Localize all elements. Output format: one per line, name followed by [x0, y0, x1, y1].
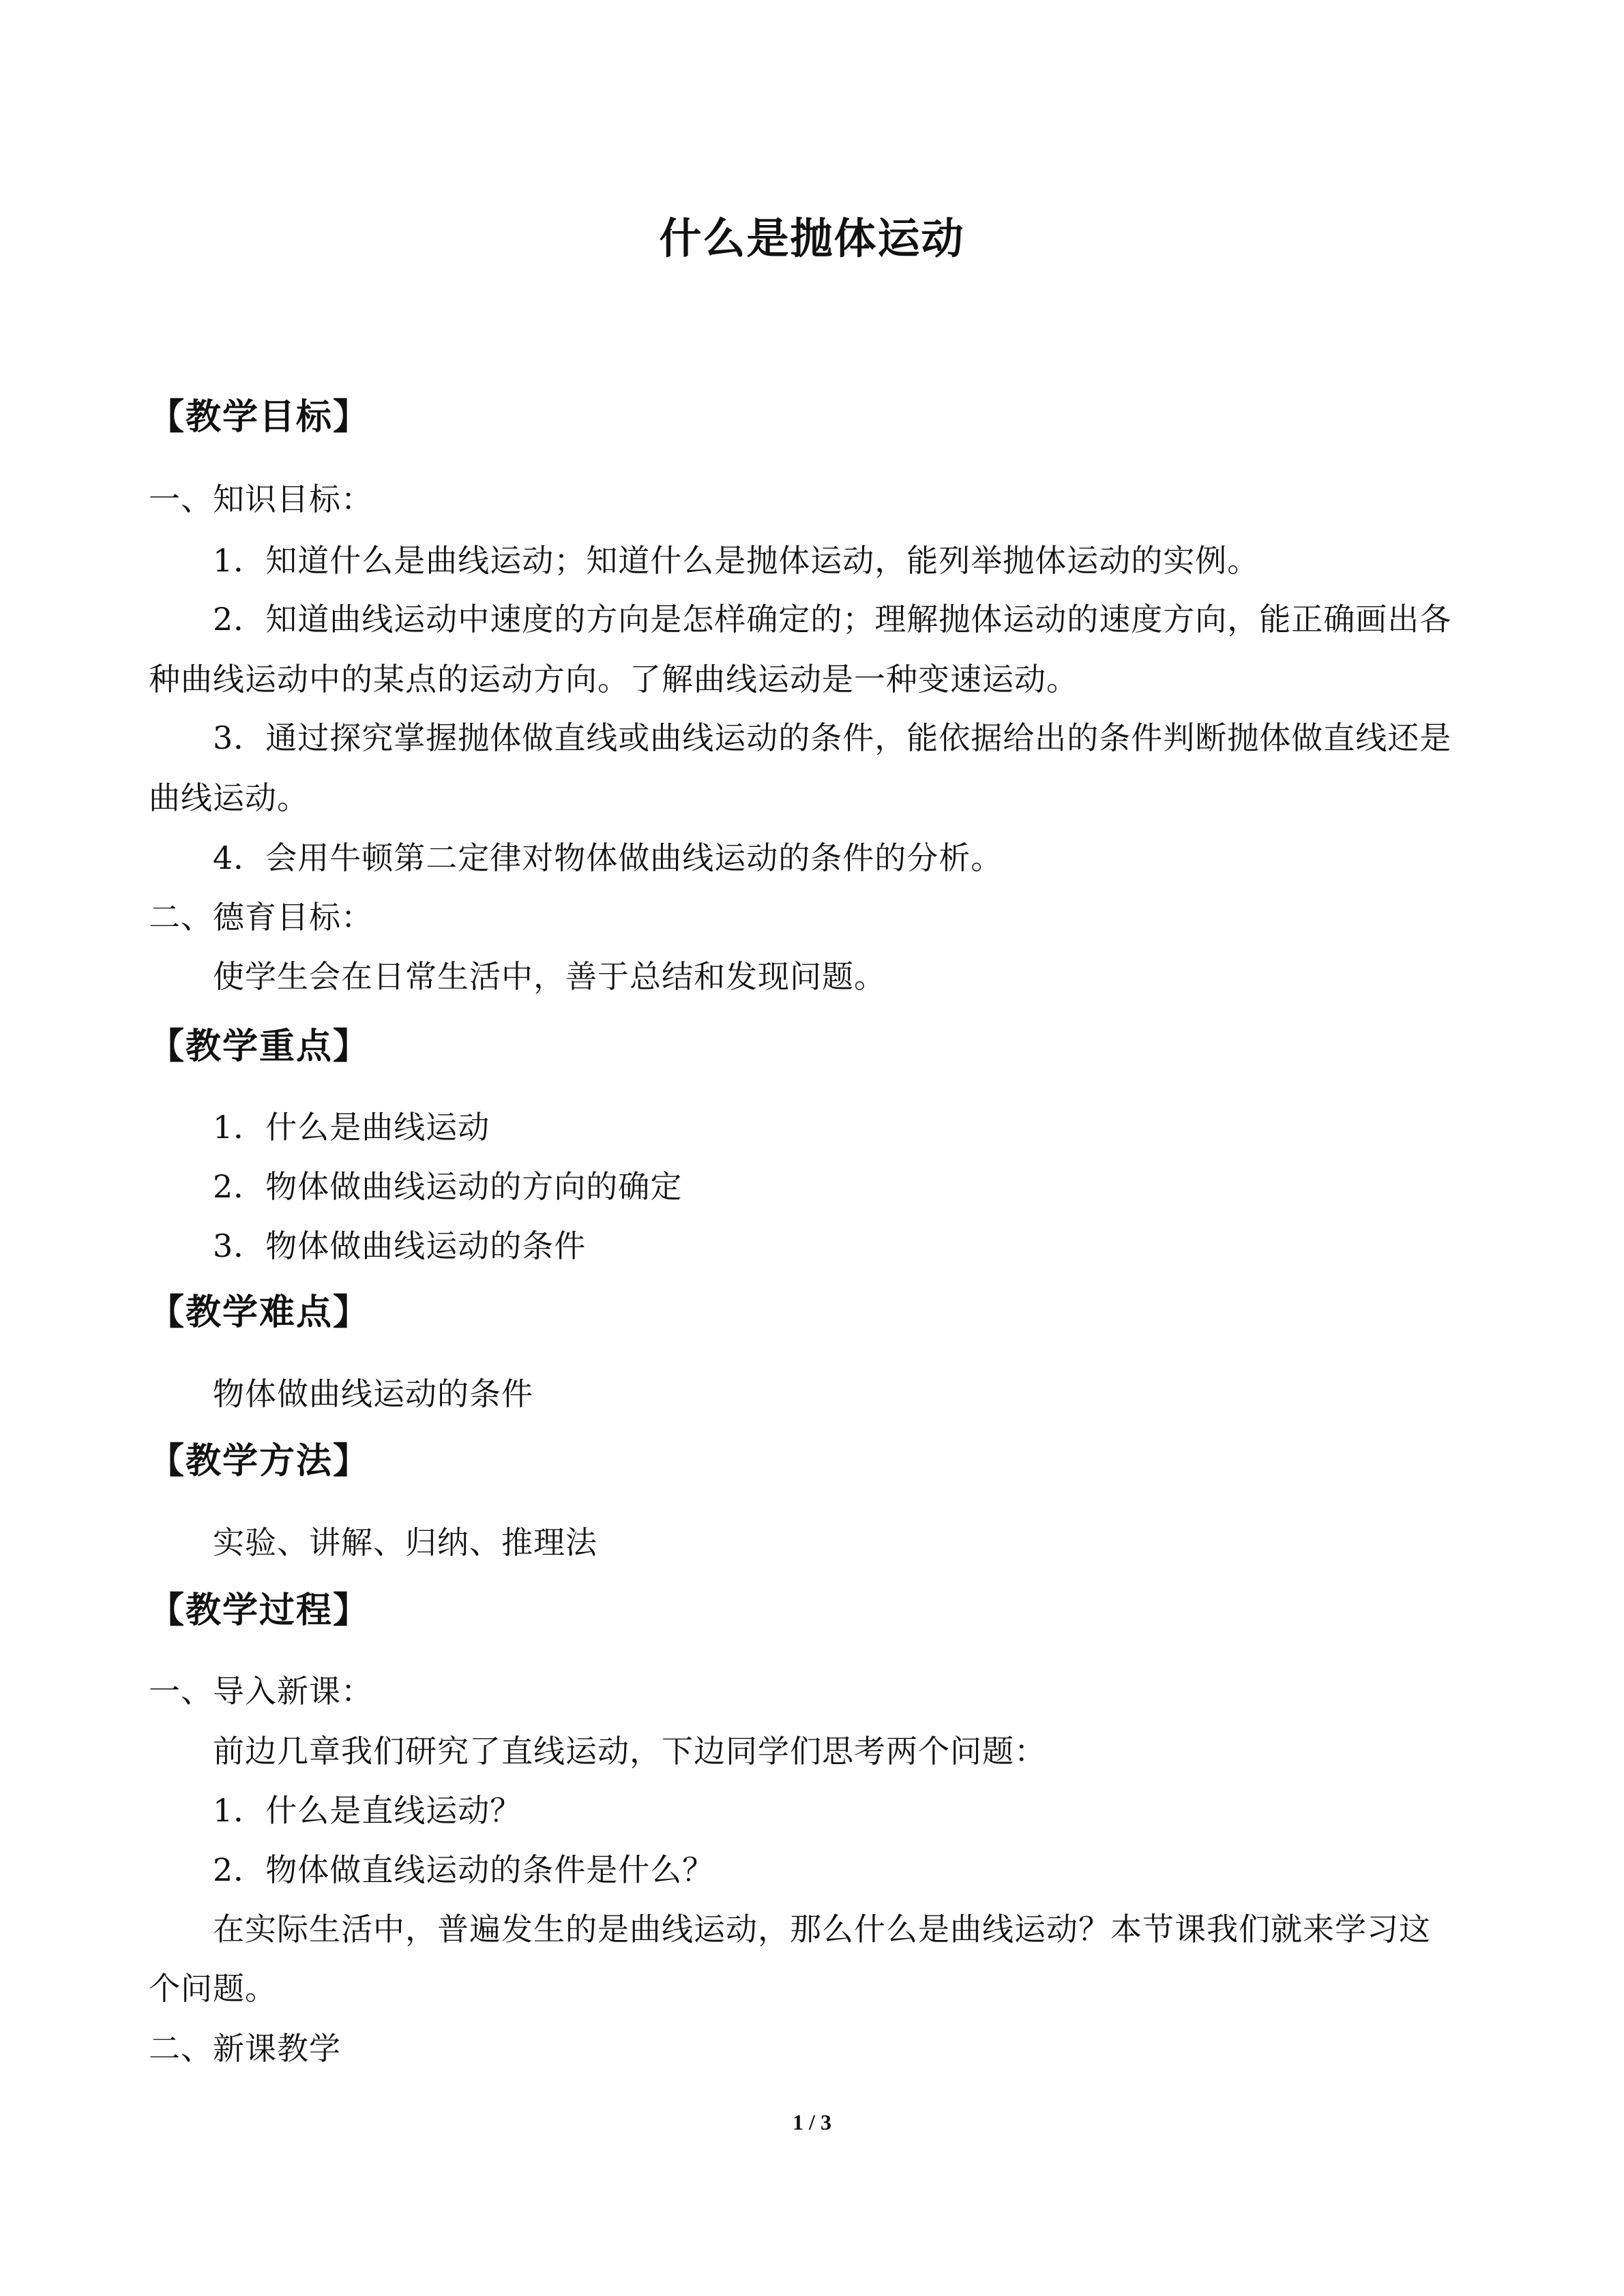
- objectives-heading: 【教学目标】: [149, 397, 370, 438]
- new-lesson-label: 二、新课教学: [149, 2030, 341, 2067]
- moral-objectives-text: 使学生会在日常生活中，善于总结和发现问题。: [213, 958, 886, 995]
- objective-item-3-line-1: 3．通过探究掌握抛体做直线或曲线运动的条件，能依据给出的条件判断抛体做直线还是: [213, 719, 1452, 756]
- page-number: 1 / 3: [793, 2110, 831, 2134]
- knowledge-objectives-label: 一、知识目标：: [149, 481, 373, 518]
- objective-item-3-line-2: 曲线运动。: [149, 779, 309, 816]
- objective-item-2-line-2: 种曲线运动中的某点的运动方向。了解曲线运动是一种变速运动。: [149, 661, 1078, 698]
- document-title: 什么是抛体运动: [659, 213, 965, 263]
- objective-item-1: 1．知道什么是曲线运动；知道什么是抛体运动，能列举抛体运动的实例。: [213, 542, 1260, 579]
- difficulties-heading: 【教学难点】: [149, 1292, 370, 1333]
- intro-question-2: 2．物体做直线运动的条件是什么？: [213, 1851, 715, 1888]
- intro-label: 一、导入新课：: [149, 1673, 373, 1710]
- intro-paragraph-line-2: 个问题。: [149, 1970, 277, 2007]
- intro-question-1: 1．什么是直线运动？: [213, 1792, 522, 1829]
- key-point-item-2: 2．物体做曲线运动的方向的确定: [213, 1168, 683, 1205]
- key-point-item-3: 3．物体做曲线运动的条件: [213, 1227, 587, 1264]
- key-points-heading: 【教学重点】: [149, 1026, 370, 1067]
- methods-heading: 【教学方法】: [149, 1441, 370, 1482]
- objective-item-4: 4．会用牛顿第二定律对物体做曲线运动的条件的分析。: [213, 839, 1003, 876]
- methods-text: 实验、讲解、归纳、推理法: [213, 1524, 597, 1561]
- intro-text: 前边几章我们研究了直线运动，下边同学们思考两个问题：: [213, 1733, 1046, 1770]
- difficulties-text: 物体做曲线运动的条件: [213, 1375, 533, 1412]
- moral-objectives-label: 二、德育目标：: [149, 899, 373, 936]
- process-heading: 【教学过程】: [149, 1590, 370, 1631]
- intro-paragraph-line-1: 在实际生活中，普遍发生的是曲线运动，那么什么是曲线运动？本节课我们就来学习这: [213, 1911, 1431, 1948]
- objective-item-2-line-1: 2．知道曲线运动中速度的方向是怎样确定的；理解抛体运动的速度方向，能正确画出各: [213, 601, 1452, 638]
- key-point-item-1: 1．什么是曲线运动: [213, 1109, 490, 1146]
